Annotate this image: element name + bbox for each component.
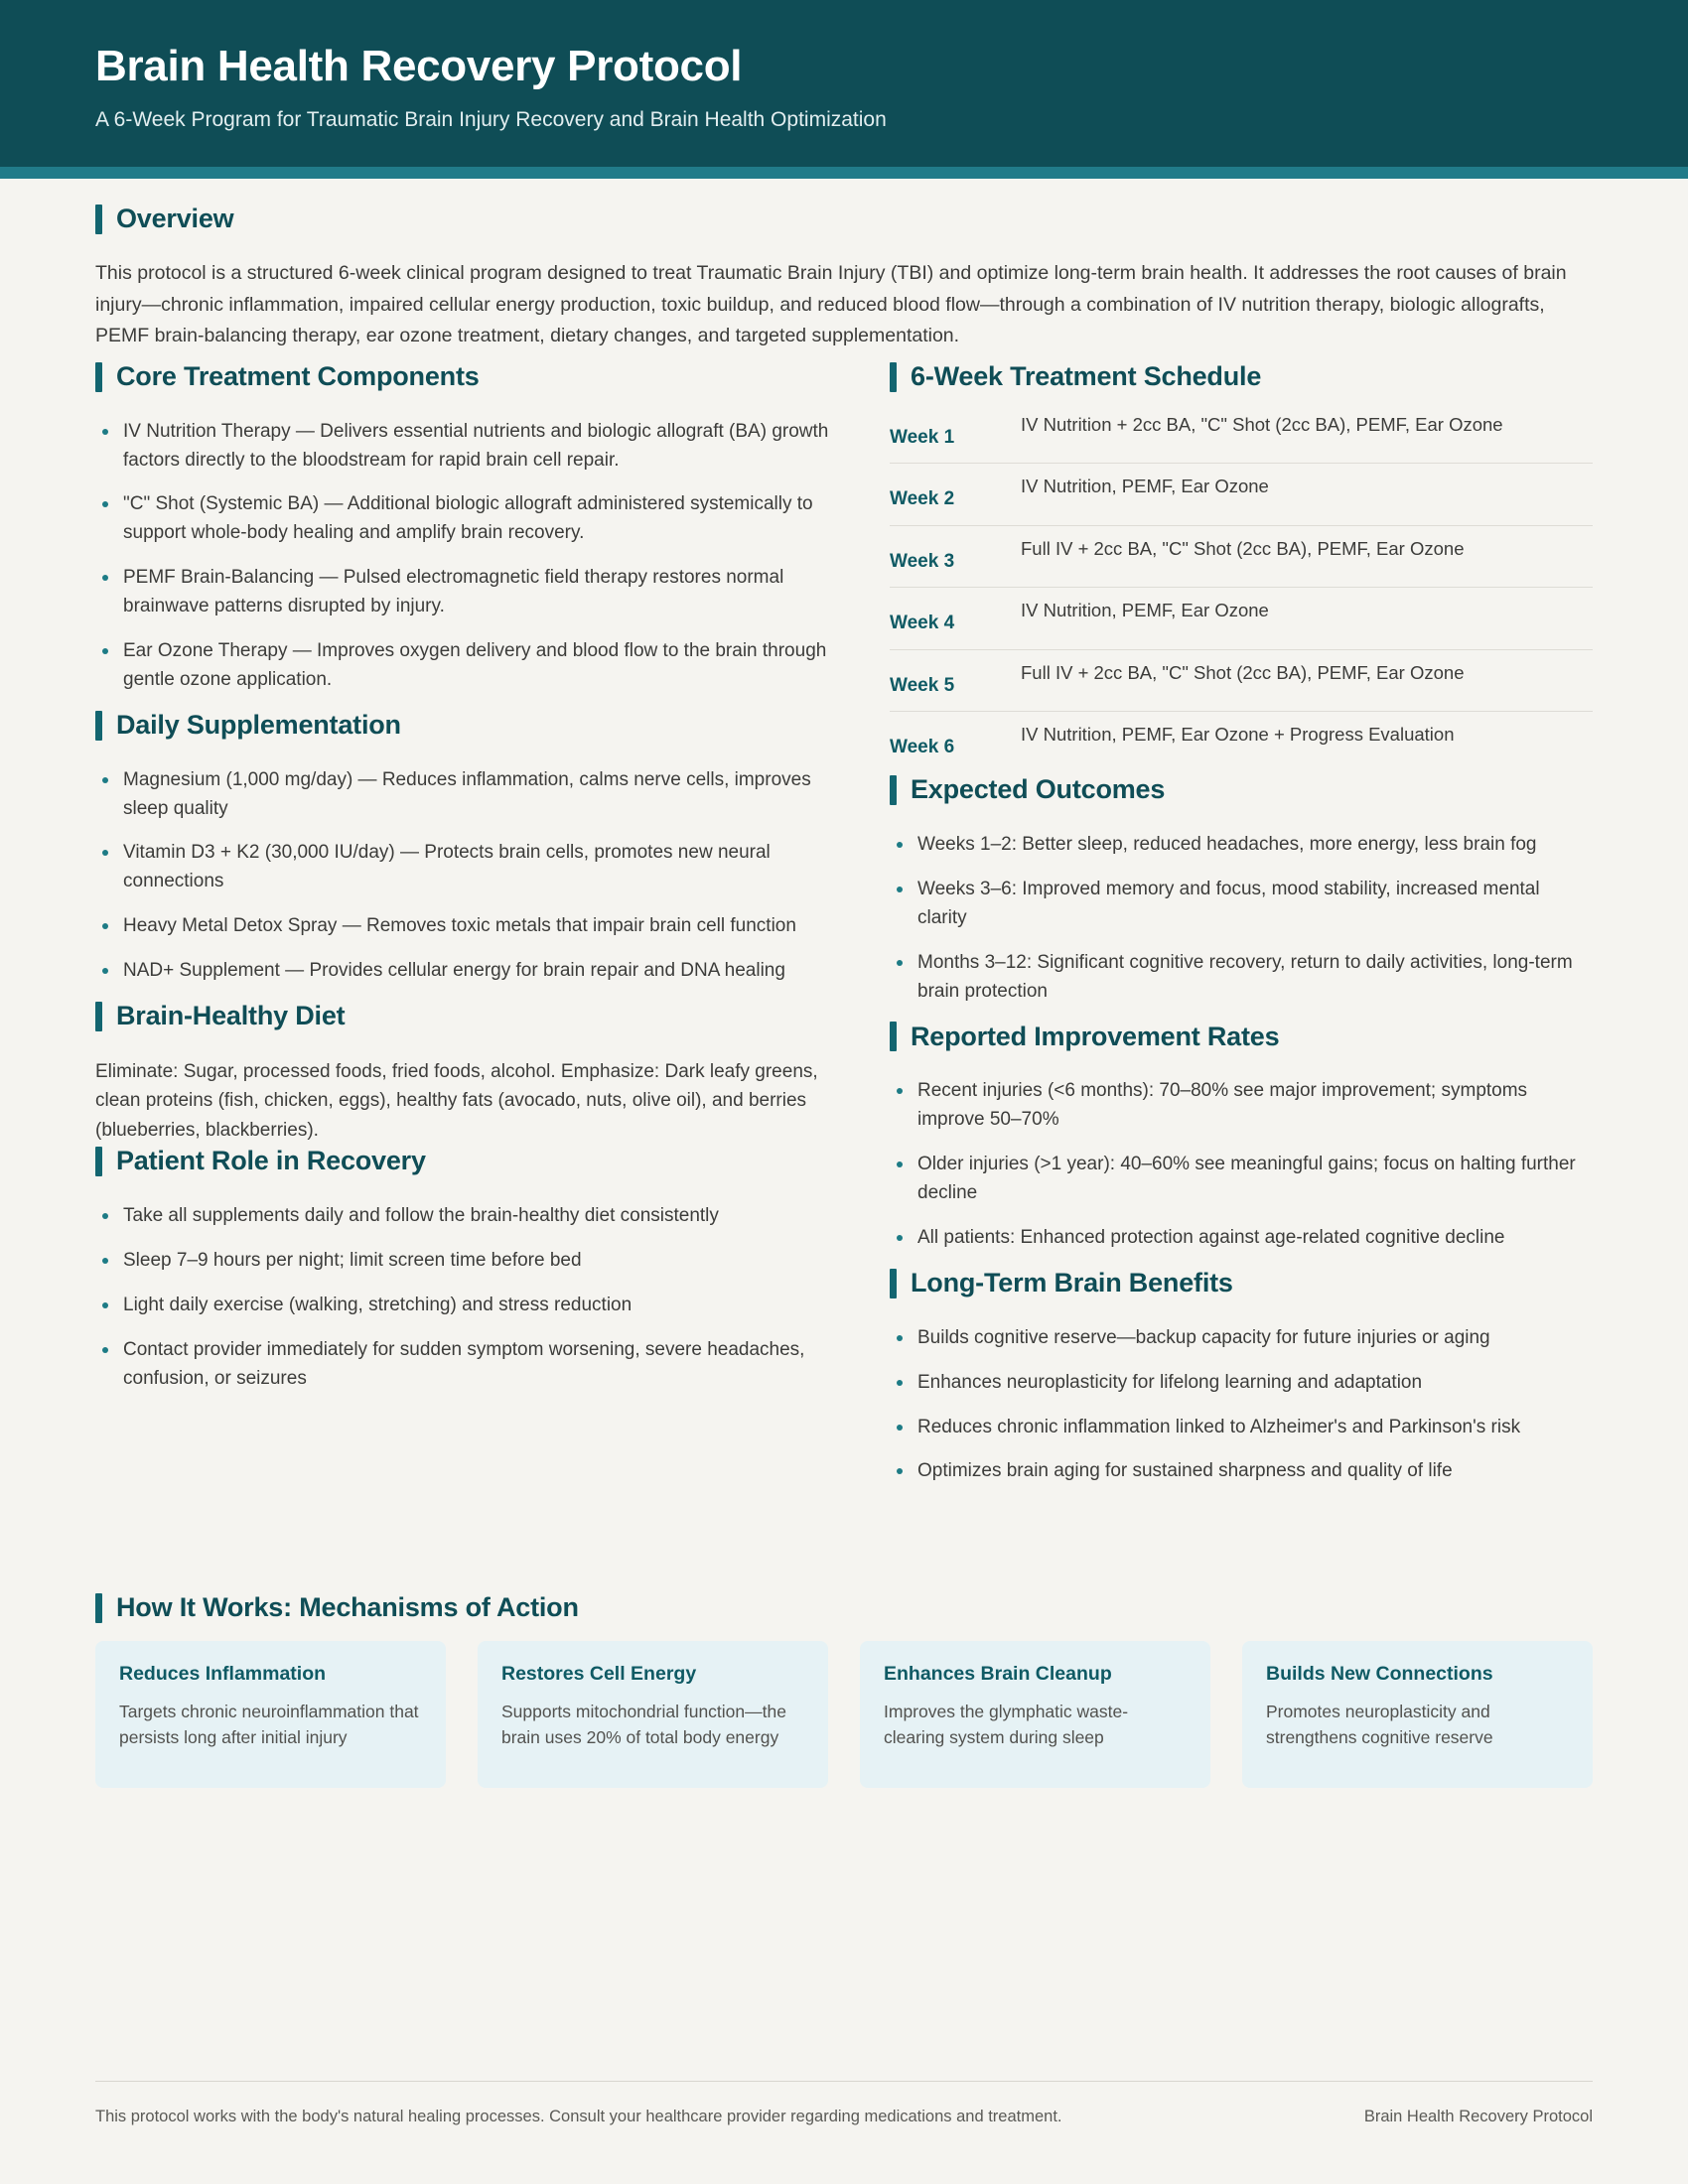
schedule-week-label: Week 3 <box>890 550 955 572</box>
schedule-detail: IV Nutrition, PEMF, Ear Ozone <box>1021 476 1269 497</box>
mechanisms-heading <box>95 1593 1593 1623</box>
heading-accent-bar <box>890 1022 897 1051</box>
left-column <box>95 360 830 1503</box>
schedule-week-label: Week 6 <box>890 737 955 758</box>
improvement-rates-heading-label: Reported Improvement Rates <box>911 1021 1280 1051</box>
list-item: Vitamin D3 + K2 (30,000 IU/day) — Protects brain cells, promotes new neural connections <box>95 839 830 896</box>
heading-accent-bar <box>95 711 102 741</box>
schedule-section <box>890 362 1593 773</box>
list-item: Enhances neuroplasticity for lifelong learning and adaptation <box>890 1369 1593 1398</box>
mechanism-card <box>95 1641 446 1788</box>
schedule-detail: IV Nutrition, PEMF, Ear Ozone <box>1021 600 1269 621</box>
footer-brand: Brain Health Recovery Protocol <box>1363 2108 1593 2125</box>
schedule-week-label: Week 1 <box>890 426 955 448</box>
document-body <box>0 179 1688 1502</box>
heading-accent-bar <box>95 205 102 234</box>
mechanism-card-title: Builds New Connections <box>1266 1663 1493 1686</box>
brain-healthy-diet-section <box>95 1002 830 1145</box>
list-item: Take all supplements daily and follow the brain-healthy diet consistently <box>95 1202 830 1231</box>
heading-accent-bar <box>890 362 897 392</box>
table-row <box>890 525 1593 588</box>
daily-supplementation-section <box>95 711 830 986</box>
long-term-benefits-heading-label: Long-Term Brain Benefits <box>911 1267 1233 1297</box>
core-components-heading-label: Core Treatment Components <box>116 360 480 391</box>
brain-healthy-diet-heading-label: Brain-Healthy Diet <box>116 1001 346 1031</box>
daily-supplementation-heading <box>95 711 830 741</box>
patient-role-heading <box>95 1147 830 1176</box>
list-item: Sleep 7–9 hours per night; limit screen time before bed <box>95 1247 830 1276</box>
mechanism-card <box>478 1641 828 1788</box>
schedule-detail: Full IV + 2cc BA, "C" Shot (2cc BA), PEMF, Ear Ozone <box>1021 661 1465 683</box>
footer-disclaimer: This protocol works with the body's natural healing processes. Consult your healthcare provider regarding medications and treatment. <box>95 2108 1062 2125</box>
table-row <box>890 649 1593 712</box>
heading-accent-bar <box>890 775 897 805</box>
mechanism-card-body: Supports mitochondrial function—the brain uses 20% of total body energy <box>501 1701 786 1747</box>
header-accent-strip <box>0 167 1688 179</box>
expected-outcomes-list <box>890 831 1593 1006</box>
long-term-benefits-heading <box>890 1269 1593 1298</box>
list-item: Contact provider immediately for sudden symptom worsening, severe headaches, confusion, or seizures <box>95 1336 830 1394</box>
list-item: Months 3–12: Significant cognitive recovery, return to daily activities, long-term brain protection <box>890 949 1593 1007</box>
list-item: NAD+ Supplement — Provides cellular energy for brain repair and DNA healing <box>95 957 830 986</box>
improvement-rates-heading <box>890 1022 1593 1051</box>
right-column <box>890 360 1593 1503</box>
patient-role-section <box>95 1147 830 1393</box>
long-term-benefits-list <box>890 1324 1593 1487</box>
list-item: Ear Ozone Therapy — Improves oxygen delivery and blood flow to the brain through gentle ozone application. <box>95 637 830 695</box>
list-item: Light daily exercise (walking, stretching) and stress reduction <box>95 1292 830 1320</box>
overview-paragraph: This protocol is a structured 6-week clinical program designed to treat Traumatic Brain Injury (TBI) and optimize long-term brain health. It addresses the root causes of brain injury—chronic inflammation, impaired cellular energy production, toxic buildup, and reduced blood flow—through a combination of IV nutrition therapy, biologic allografts, PEMF brain-balancing therapy, ear ozone treatment, dietary changes, and targeted supplementation. <box>95 262 1567 347</box>
schedule-table <box>890 406 1593 773</box>
table-row <box>890 406 1593 464</box>
mechanism-card-title: Reduces Inflammation <box>119 1663 327 1686</box>
heading-accent-bar <box>95 362 102 392</box>
improvement-rates-list <box>890 1077 1593 1252</box>
table-row <box>890 711 1593 773</box>
mechanisms-heading-label: How It Works: Mechanisms of Action <box>116 1592 579 1623</box>
schedule-week-label: Week 5 <box>890 674 955 696</box>
list-item: Recent injuries (<6 months): 70–80% see major improvement; symptoms improve 50–70% <box>890 1077 1593 1135</box>
expected-outcomes-section <box>890 775 1593 1006</box>
list-item: Heavy Metal Detox Spray — Removes toxic metals that impair brain cell function <box>95 912 830 941</box>
mechanism-card-title: Restores Cell Energy <box>501 1663 697 1686</box>
schedule-heading <box>890 362 1593 392</box>
table-row <box>890 587 1593 649</box>
schedule-heading-label: 6-Week Treatment Schedule <box>911 360 1262 391</box>
long-term-benefits-section <box>890 1269 1593 1487</box>
list-item: All patients: Enhanced protection against age-related cognitive decline <box>890 1224 1593 1253</box>
heading-accent-bar <box>890 1269 897 1298</box>
list-item: IV Nutrition Therapy — Delivers essential nutrients and biologic allograft (BA) growth factors directly to the bloodstream for rapid brain cell repair. <box>95 418 830 476</box>
heading-accent-bar <box>95 1002 102 1031</box>
schedule-week-label: Week 4 <box>890 613 955 634</box>
schedule-week-label: Week 2 <box>890 488 955 510</box>
list-item: Weeks 3–6: Improved memory and focus, mood stability, increased mental clarity <box>890 876 1593 933</box>
schedule-detail: IV Nutrition + 2cc BA, "C" Shot (2cc BA), PEMF, Ear Ozone <box>1021 413 1503 435</box>
daily-supplementation-list <box>95 766 830 986</box>
page-subtitle: A 6-Week Program for Traumatic Brain Injury Recovery and Brain Health Optimization <box>95 108 887 132</box>
list-item: "C" Shot (Systemic BA) — Additional biologic allograft administered systemically to support whole-body healing and amplify brain recovery. <box>95 490 830 548</box>
page-title: Brain Health Recovery Protocol <box>95 42 743 90</box>
core-components-section <box>95 362 830 695</box>
mechanisms-section <box>0 1593 1688 1788</box>
page-header <box>0 0 1688 167</box>
improvement-rates-section <box>890 1022 1593 1252</box>
list-item: Builds cognitive reserve—backup capacity for future injuries or aging <box>890 1324 1593 1353</box>
mechanism-card <box>1242 1641 1593 1788</box>
expected-outcomes-heading <box>890 775 1593 805</box>
two-column-layout <box>95 360 1593 1503</box>
expected-outcomes-heading-label: Expected Outcomes <box>911 774 1166 805</box>
list-item: PEMF Brain-Balancing — Pulsed electromagnetic field therapy restores normal brainwave patterns disrupted by injury. <box>95 564 830 621</box>
heading-accent-bar <box>95 1147 102 1176</box>
schedule-detail: Full IV + 2cc BA, "C" Shot (2cc BA), PEMF, Ear Ozone <box>1021 537 1465 559</box>
heading-accent-bar <box>95 1593 102 1623</box>
patient-role-heading-label: Patient Role in Recovery <box>116 1146 426 1176</box>
list-item: Reduces chronic inflammation linked to Alzheimer's and Parkinson's risk <box>890 1414 1593 1442</box>
daily-supplementation-heading-label: Daily Supplementation <box>116 709 401 740</box>
brain-healthy-diet-paragraph: Eliminate: Sugar, processed foods, fried foods, alcohol. Emphasize: Dark leafy greens, clean proteins (fish, chicken, eggs), healthy fats (avocado, nuts, olive oil), and berries (blueberries, blackberries). <box>95 1060 818 1141</box>
mechanism-card <box>860 1641 1210 1788</box>
table-row <box>890 463 1593 525</box>
brain-healthy-diet-heading <box>95 1002 830 1031</box>
mechanism-card-body: Improves the glymphatic waste-clearing system during sleep <box>884 1701 1129 1747</box>
overview-heading-label: Overview <box>116 204 234 234</box>
core-components-heading <box>95 362 830 392</box>
mechanism-card-body: Promotes neuroplasticity and strengthens cognitive reserve <box>1266 1701 1493 1747</box>
mechanisms-card-grid <box>95 1641 1593 1788</box>
list-item: Magnesium (1,000 mg/day) — Reduces inflammation, calms nerve cells, improves sleep quality <box>95 766 830 824</box>
overview-heading <box>95 205 1593 234</box>
schedule-detail: IV Nutrition, PEMF, Ear Ozone + Progress Evaluation <box>1021 724 1455 746</box>
list-item: Weeks 1–2: Better sleep, reduced headaches, more energy, less brain fog <box>890 831 1593 860</box>
mechanism-card-body: Targets chronic neuroinflammation that persists long after initial injury <box>119 1701 419 1747</box>
overview-section <box>95 179 1593 352</box>
mechanism-card-title: Enhances Brain Cleanup <box>884 1663 1112 1686</box>
list-item: Optimizes brain aging for sustained sharpness and quality of life <box>890 1457 1593 1486</box>
patient-role-list <box>95 1202 830 1393</box>
core-components-list <box>95 418 830 695</box>
page-footer <box>95 2081 1593 2126</box>
list-item: Older injuries (>1 year): 40–60% see meaningful gains; focus on halting further decline <box>890 1151 1593 1208</box>
